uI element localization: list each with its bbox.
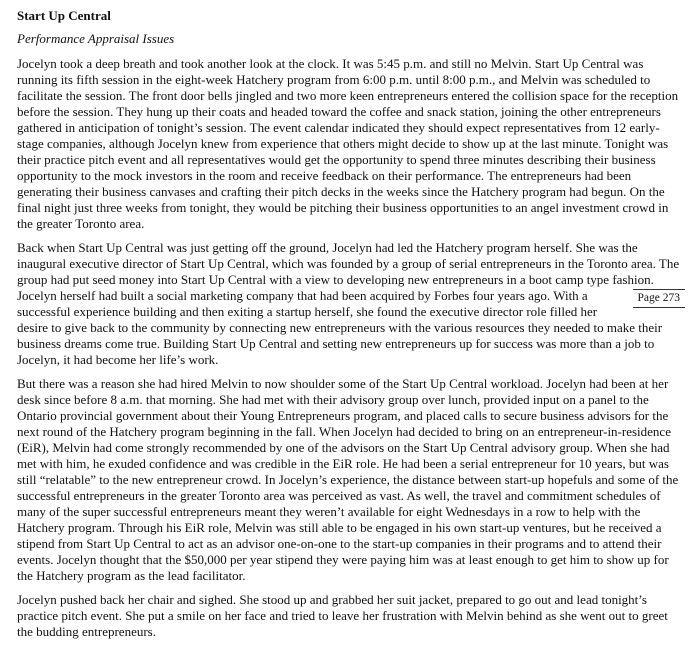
page-number-marker: Page 273	[633, 289, 685, 308]
case-subtitle: Performance Appraisal Issues	[17, 31, 175, 46]
document-page	[17, 6, 685, 648]
paragraph-3: But there was a reason she had hired Melvin to now shoulder some of the Start Up Central workload. Jocelyn had been at her desk since before 8 a.m. that morning. She had met with their advisory group over lunch, provided input on a panel to the Ontario provincial government about their Young Entrepreneurs program, and placed calls to secure business advisors for the next round of the Hatchery program beginning in the fall. When Jocelyn had decided to bring on an entrepreneur-in-residence (EiR), Melvin had come strongly recommended by one of the advisors on the Start Up Central advisory group. When she had met with him, he exuded confidence and was credible in the EiR role. He had been a serial entrepreneur for 10 years, but was still “relatable” to the new entrepreneur crowd. In Jocelyn’s experience, the distance between start-up hopefuls and some of the successful entrepreneurs in the greater Toronto area was perceived as vast. As well, the travel and commitment schedules of many of the super successful entrepreneurs meant they weren’t available for eight Wednesdays in a row to help with the Hatchery program. Through his EiR role, Melvin was still able to be engaged in his own start-up ventures, but he received a stipend from Start Up Central to act as an advisor one-on-one to the start-up companies in their programs and to attend their events. Jocelyn thought that the $50,000 per year stipend they were paying him was at least enough to get him to show up for the Hatchery program as the lead facilitator.	[17, 376, 679, 583]
paragraph-2	[17, 240, 685, 368]
paragraph-4: Jocelyn pushed back her chair and sighed. She stood up and grabbed her suit jacket, prepared to go out and lead tonight’s practice pitch event. She put a smile on her face and tried to leave her frustration with Melvin behind as she went out to greet the budding entrepreneurs.	[17, 592, 668, 639]
paragraph-2-part-2: a social marketing company that had been acquired by Forbes four years ago. With a successful experience building and then exiting a startup herself, she found the executive director role filled her desire to give back to the community by connecting new entrepreneurs with the various resources they needed to make their business dreams come true. Building Start Up Central and setting new entrepreneurs up for success was more than a job to Jocelyn, it had become her life’s work.	[17, 288, 663, 367]
paragraph-2-part-1: Back when Start Up Central was just getting off the ground, Jocelyn had led the Hatchery program herself. She was the inaugural executive director of Start Up Central, which was founded by a group of serial entrepreneurs in the Toronto area. The group had put seed money into Start Up Central with a view to developing new entrepreneurs in a boot camp type fashion. Jocelyn herself had built	[17, 240, 680, 303]
case-title: Start Up Central	[17, 8, 111, 23]
paragraph-1: Jocelyn took a deep breath and took another look at the clock. It was 5:45 p.m. and still no Melvin. Start Up Central was running its fifth session in the eight-week Hatchery program from 6:00 p.m. until 8:00 p.m., and Melvin was scheduled to facilitate the session. The front door bells jingled and two more keen entrepreneurs entered the collision space for the reception before the session. They hung up their coats and headed toward the coffee and snack station, joining the other entrepreneurs gathered in anticipation of tonight’s session. The event calendar indicated they should expect representatives from 12 early-stage companies, although Jocelyn knew from experience that others might decide to show up at the last minute. Tonight was their practice pitch event and all representatives would get the opportunity to spend three minutes describing their business opportunity to the mock investors in the room and receive feedback on their performance. The entrepreneurs had been generating their business canvases and crafting their pitch decks in the weeks since the Hatchery program had begun. On the final night just three weeks from tonight, they would be pitching their business opportunities to an angel investment crowd in the greater Toronto area.	[17, 56, 679, 231]
